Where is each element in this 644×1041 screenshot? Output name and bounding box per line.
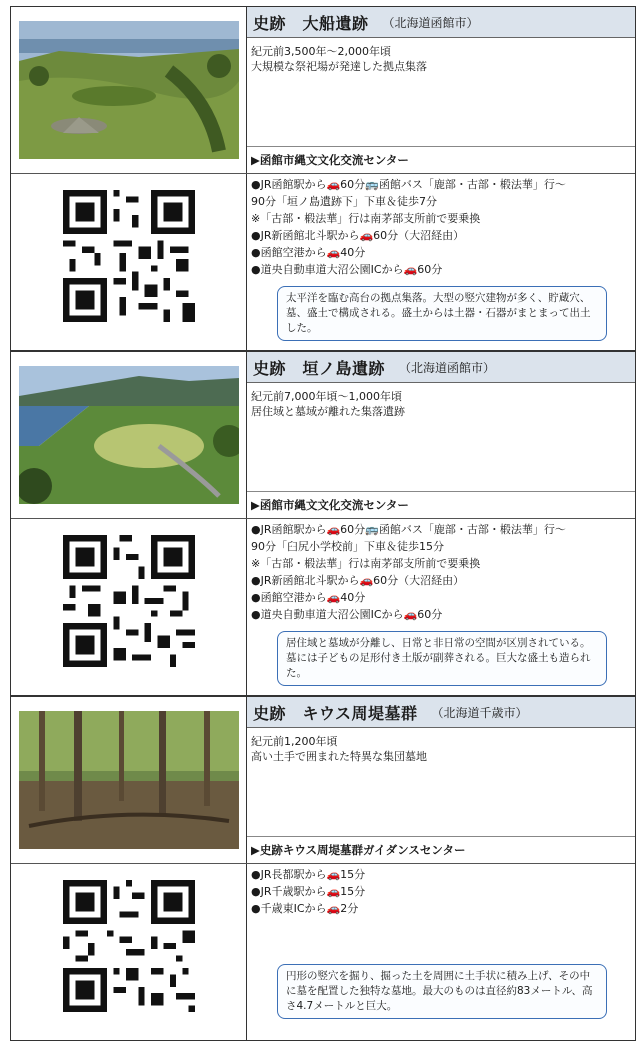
- access-list: [247, 174, 635, 278]
- site-info-row: [11, 697, 635, 864]
- site-card-kakinoshima: [10, 351, 636, 696]
- access-line: ●道央自動車道大沼公園ICから🚗60分: [251, 608, 443, 621]
- landscape-photo-icon: [19, 21, 239, 159]
- qr-code-icon[interactable]: [63, 190, 195, 322]
- access-line: 90分「臼尻小学校前」下車＆徒歩15分: [251, 540, 444, 553]
- facility-link[interactable]: ▶函館市縄文文化交流センター: [247, 146, 635, 173]
- coastal-hill-photo-icon: [19, 366, 239, 504]
- access-details: [247, 864, 635, 1040]
- site-card-kiusu: [10, 696, 636, 1041]
- access-line: ●JR函館駅から🚗60分🚌函館バス「鹿部・古部・椴法華」行～: [251, 178, 566, 191]
- site-title-bar: [247, 352, 635, 383]
- access-line: ●JR長都駅から🚗15分: [251, 868, 366, 881]
- site-title-bar: [247, 697, 635, 728]
- site-title-bar: [247, 7, 635, 38]
- site-era: 紀元前7,000年頃～1,000年頃: [251, 390, 402, 403]
- photo-cell: [11, 7, 247, 173]
- site-title: 史跡 大船遺跡: [253, 13, 369, 33]
- access-line: 90分「垣ノ島遺跡下」下車＆徒歩7分: [251, 195, 437, 208]
- site-info-row: [11, 352, 635, 519]
- access-line: ●函館空港から🚗40分: [251, 591, 366, 604]
- site-note: 円形の竪穴を掘り、掘った土を周囲に土手状に積み上げ、その中に墓を配置した独特な墓地。最大のものは直径約83メートル、高さ4.7メートルと巨大。: [277, 964, 607, 1019]
- site-era: 紀元前3,500年～2,000年頃: [251, 45, 391, 58]
- sites-sheet: [10, 6, 636, 1041]
- access-list: [247, 519, 635, 623]
- facility-link[interactable]: ▶史跡キウス周堤墓群ガイダンスセンター: [247, 836, 635, 863]
- access-line: ●JR新函館北斗駅から🚗60分（大沼経由）: [251, 229, 465, 242]
- access-line: ●函館空港から🚗40分: [251, 246, 366, 259]
- access-line: ●道央自動車道大沼公園ICから🚗60分: [251, 263, 443, 276]
- access-details: [247, 174, 635, 350]
- qr-cell: [11, 174, 247, 350]
- access-line: ●千歳東ICから🚗2分: [251, 902, 359, 915]
- site-title: 史跡 垣ノ島遺跡: [253, 358, 386, 378]
- site-info-row: [11, 7, 635, 174]
- site-description: 高い土手で囲まれた特異な集団墓地: [251, 750, 427, 763]
- site-details: [247, 697, 635, 863]
- access-line: ●JR新函館北斗駅から🚗60分（大沼経由）: [251, 574, 465, 587]
- access-line: ※「古部・椴法華」行は南茅部支所前で要乗換: [251, 557, 481, 570]
- access-details: [247, 519, 635, 695]
- site-location: （北海道千歳市）: [431, 705, 528, 720]
- access-line: ●JR函館駅から🚗60分🚌函館バス「鹿部・古部・椴法華」行～: [251, 523, 566, 536]
- qr-cell: [11, 519, 247, 695]
- qr-code-icon[interactable]: [63, 880, 195, 1012]
- site-description: 居住域と墓域が離れた集落遺跡: [251, 405, 405, 418]
- site-location: （北海道函館市）: [399, 360, 496, 375]
- forest-photo-icon: [19, 711, 239, 849]
- site-details: [247, 7, 635, 173]
- photo-cell: [11, 697, 247, 863]
- site-note: 太平洋を臨む高台の拠点集落。大型の竪穴建物が多く、貯蔵穴、墓、盛土で構成される。盛土からは土器・石器がまとまって出土した。: [277, 286, 607, 341]
- qr-cell: [11, 864, 247, 1040]
- facility-link[interactable]: ▶函館市縄文文化交流センター: [247, 491, 635, 518]
- qr-code-icon[interactable]: [63, 535, 195, 667]
- access-line: ●JR千歳駅から🚗15分: [251, 885, 366, 898]
- site-card-ofune: [10, 6, 636, 351]
- site-note: 居住域と墓域が分離し、日常と非日常の空間が区別されている。墓には子どもの足形付き土版が副葬される。巨大な盛土も造られた。: [277, 631, 607, 686]
- access-list: [247, 864, 635, 917]
- site-location: （北海道函館市）: [382, 15, 479, 30]
- site-access-row: [11, 864, 635, 1040]
- photo-cell: [11, 352, 247, 518]
- site-access-row: [11, 174, 635, 350]
- access-line: ※「古部・椴法華」行は南茅部支所前で要乗換: [251, 212, 481, 225]
- site-era: 紀元前1,200年頃: [251, 735, 338, 748]
- site-title: 史跡 キウス周堤墓群: [253, 703, 418, 723]
- site-description: 大規模な祭祀場が発達した拠点集落: [251, 60, 427, 73]
- site-details: [247, 352, 635, 518]
- site-access-row: [11, 519, 635, 695]
